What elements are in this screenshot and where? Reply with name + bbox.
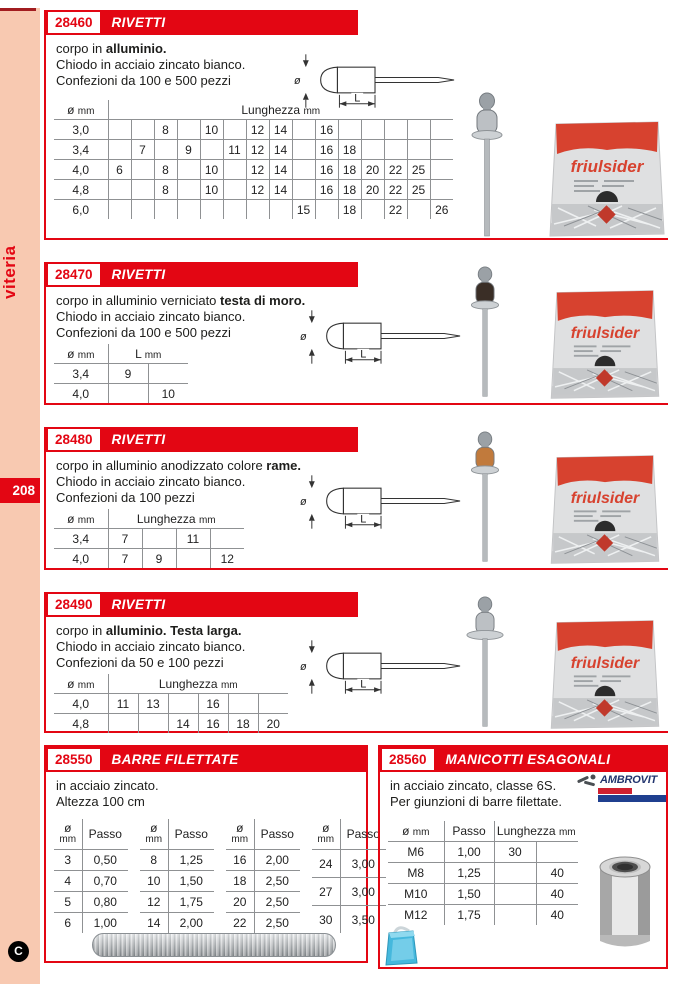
value-cell	[154, 200, 177, 220]
diameter-cell: 4,8	[54, 180, 108, 200]
value-cell	[210, 529, 244, 549]
value-cell: 20	[361, 160, 384, 180]
rivet-product-photo	[466, 266, 504, 405]
rivet-photo-image	[466, 92, 508, 240]
product-code: 28560	[382, 749, 434, 770]
value-cell	[108, 180, 131, 200]
category-vertical-label: viteria	[0, 245, 19, 299]
diameter-cell: 8	[140, 850, 168, 871]
value-cell	[494, 905, 536, 926]
value-cell	[223, 180, 246, 200]
value-cell	[108, 140, 131, 160]
table-row	[312, 878, 386, 906]
col-header-diameter: ø mm	[54, 674, 108, 694]
value-cell	[223, 200, 246, 220]
section-header	[46, 592, 358, 617]
diameter-cell: 27	[312, 878, 340, 906]
col-header-diameter: ø mm	[388, 821, 444, 842]
table-row	[226, 850, 300, 871]
value-cell	[258, 694, 288, 714]
rivets-bag-photo	[544, 100, 670, 245]
value-cell: 3,50	[340, 906, 386, 933]
value-cell: 22	[384, 180, 407, 200]
pitch-table-group-4	[312, 819, 386, 933]
table-row	[54, 200, 453, 220]
value-cell	[407, 200, 430, 220]
section-title: RIVETTI	[111, 597, 166, 612]
value-cell	[108, 714, 138, 734]
value-cell: 16	[198, 694, 228, 714]
product-code: 28480	[48, 429, 100, 450]
value-cell	[292, 160, 315, 180]
value-cell: 12	[246, 180, 269, 200]
col-header-diameter: ø mm	[54, 344, 108, 364]
rivet-technical-drawing	[298, 306, 466, 368]
value-cell: 13	[138, 694, 168, 714]
table-row	[388, 884, 578, 905]
value-cell	[361, 140, 384, 160]
section-title: BARRE FILETTATE	[111, 752, 239, 767]
rivets-bag-photo	[544, 270, 666, 407]
col-header-length: Lunghezza mm	[494, 821, 578, 842]
table-row	[54, 120, 453, 140]
value-cell	[138, 714, 168, 734]
col-header-diameter: ø mm	[54, 100, 108, 120]
value-cell	[177, 160, 200, 180]
col-header-pitch: Passo	[340, 819, 386, 850]
value-cell: 1,25	[444, 863, 494, 884]
product-description: corpo in alluminio. Testa larga. Chiodo in acciaio zincato bianco. Confezioni da 50 e 100 pezzi	[56, 623, 246, 670]
value-cell	[292, 120, 315, 140]
bag-photo-image	[544, 600, 666, 732]
diameter-cell: 3	[54, 850, 82, 871]
diameter-cell: 4,0	[54, 160, 108, 180]
value-cell	[108, 120, 131, 140]
diameter-cell: M8	[388, 863, 444, 884]
value-cell: 1,00	[444, 842, 494, 863]
diameter-cell: 24	[312, 850, 340, 878]
diameter-cell: 3,4	[54, 529, 108, 549]
section-header	[46, 427, 358, 452]
rivet-product-photo	[466, 431, 504, 570]
value-cell: 11	[176, 529, 210, 549]
value-cell	[131, 200, 154, 220]
value-cell	[228, 694, 258, 714]
product-description: corpo in alluminio. Chiodo in acciaio zincato bianco. Confezioni da 100 e 500 pezzi	[56, 41, 246, 88]
value-cell: 1,25	[168, 850, 214, 871]
value-cell	[168, 694, 198, 714]
pitch-table-group-1	[54, 819, 128, 933]
value-cell	[131, 120, 154, 140]
value-cell: 14	[269, 160, 292, 180]
value-cell: 2,50	[254, 913, 300, 934]
section-title: RIVETTI	[111, 267, 166, 282]
product-code: 28460	[48, 12, 100, 33]
table-row	[54, 529, 244, 549]
bag-photo-image	[544, 100, 670, 240]
value-cell	[430, 180, 453, 200]
col-header-diameter: ø mm	[54, 819, 82, 850]
value-cell: 22	[384, 200, 407, 220]
value-cell: 2,00	[254, 850, 300, 871]
value-cell: 18	[338, 140, 361, 160]
product-code: 28550	[48, 749, 100, 770]
value-cell: 0,50	[82, 850, 128, 871]
rivet-product-photo	[466, 596, 504, 735]
value-cell: 3,00	[340, 878, 386, 906]
col-header-diameter: ø mm	[226, 819, 254, 850]
diameter-cell: 3,0	[54, 120, 108, 140]
value-cell: 11	[223, 140, 246, 160]
size-table	[54, 344, 188, 403]
value-cell	[361, 200, 384, 220]
value-cell: 7	[108, 529, 142, 549]
value-cell	[269, 200, 292, 220]
value-cell: 3,00	[340, 850, 386, 878]
value-cell: 40	[536, 884, 578, 905]
value-cell: 40	[536, 863, 578, 884]
value-cell	[148, 364, 188, 384]
value-cell: 10	[200, 160, 223, 180]
diameter-cell: 12	[140, 892, 168, 913]
rivets-bag-photo	[544, 600, 666, 737]
value-cell: 2,50	[254, 892, 300, 913]
diameter-cell: 3,4	[54, 140, 108, 160]
sidebar-top-line	[0, 8, 36, 11]
section-title: RIVETTI	[111, 15, 166, 30]
value-cell: 2,00	[168, 913, 214, 934]
value-cell	[315, 200, 338, 220]
value-cell	[200, 200, 223, 220]
value-cell: 14	[269, 140, 292, 160]
section-28470	[44, 262, 668, 405]
pitch-table-group-2	[140, 819, 214, 933]
col-header-length: Lunghezza mm	[108, 509, 244, 529]
value-cell: 1,50	[444, 884, 494, 905]
section-28490	[44, 592, 668, 733]
rivet-photo-image	[466, 596, 504, 730]
product-code: 28470	[48, 264, 100, 285]
value-cell: 7	[131, 140, 154, 160]
value-cell	[131, 160, 154, 180]
value-cell	[108, 384, 148, 404]
sleeve-size-table	[388, 821, 578, 925]
table-row	[54, 871, 128, 892]
section-28480	[44, 427, 668, 570]
value-cell: 16	[315, 140, 338, 160]
value-cell	[494, 863, 536, 884]
bag-photo-image	[544, 435, 666, 567]
table-row	[226, 871, 300, 892]
value-cell: 12	[246, 120, 269, 140]
section-28460	[44, 10, 668, 240]
value-cell: 12	[246, 140, 269, 160]
value-cell: 22	[384, 160, 407, 180]
value-cell: 9	[108, 364, 148, 384]
value-cell: 14	[269, 180, 292, 200]
diameter-cell: 10	[140, 871, 168, 892]
value-cell: 16	[315, 120, 338, 140]
table-row	[54, 549, 244, 569]
value-cell	[292, 180, 315, 200]
col-header-pitch: Passo	[254, 819, 300, 850]
value-cell	[108, 200, 131, 220]
table-row	[54, 714, 288, 734]
section-header	[380, 747, 666, 772]
value-cell: 14	[269, 120, 292, 140]
table-row	[226, 913, 300, 934]
section-28550	[44, 745, 380, 963]
hex-sleeve-photo	[594, 851, 656, 958]
value-cell: 26	[430, 200, 453, 220]
logo-blue-bar	[598, 795, 666, 802]
value-cell: 1,00	[82, 913, 128, 934]
table-row	[54, 160, 453, 180]
value-cell	[154, 140, 177, 160]
rivet-photo-image	[466, 266, 504, 400]
diameter-cell: 4,0	[54, 384, 108, 404]
value-cell: 18	[338, 180, 361, 200]
product-description: corpo in alluminio anodizzato colore rame. Chiodo in acciaio zincato bianco. Confezioni da 100 pezzi	[56, 458, 301, 505]
diameter-cell: 30	[312, 906, 340, 933]
diameter-cell: 18	[226, 871, 254, 892]
value-cell: 18	[338, 160, 361, 180]
copyright-logo: C	[8, 941, 29, 962]
value-cell	[536, 842, 578, 863]
section-header	[46, 10, 358, 35]
diameter-cell: 6	[54, 913, 82, 934]
value-cell	[430, 160, 453, 180]
value-cell: 1,75	[168, 892, 214, 913]
value-cell	[407, 140, 430, 160]
value-cell: 16	[315, 160, 338, 180]
value-cell	[223, 160, 246, 180]
diameter-cell: 14	[140, 913, 168, 934]
value-cell: 12	[210, 549, 244, 569]
section-title: RIVETTI	[111, 432, 166, 447]
rivets-bag-photo	[544, 435, 666, 572]
table-row	[388, 863, 578, 884]
diameter-cell: M12	[388, 905, 444, 926]
size-table	[54, 509, 244, 568]
value-cell	[246, 200, 269, 220]
col-header-length: Lunghezza mm	[108, 674, 288, 694]
table-row	[140, 892, 214, 913]
value-cell	[177, 180, 200, 200]
value-cell: 10	[200, 120, 223, 140]
col-header-pitch: Passo	[444, 821, 494, 842]
value-cell: 1,50	[168, 871, 214, 892]
product-description: in acciaio zincato, classe 6S. Per giunzioni di barre filettate.	[390, 778, 562, 809]
value-cell: 9	[142, 549, 176, 569]
section-header	[46, 262, 358, 287]
diameter-cell: 6,0	[54, 200, 108, 220]
value-cell: 0,70	[82, 871, 128, 892]
rivet-product-photo	[466, 92, 508, 245]
diameter-cell: 4	[54, 871, 82, 892]
thread-pitch-tables	[54, 819, 386, 933]
table-row	[54, 850, 128, 871]
value-cell: 40	[536, 905, 578, 926]
diameter-cell: M10	[388, 884, 444, 905]
table-row	[54, 384, 188, 404]
table-row	[140, 871, 214, 892]
value-cell	[177, 120, 200, 140]
col-header-diameter: ø mm	[140, 819, 168, 850]
page-number-badge: 208	[0, 478, 40, 503]
diameter-cell: 20	[226, 892, 254, 913]
value-cell: 10	[148, 384, 188, 404]
section-title: MANICOTTI ESAGONALI	[445, 752, 611, 767]
value-cell	[407, 120, 430, 140]
value-cell	[430, 140, 453, 160]
table-row	[140, 913, 214, 934]
col-header-length: L mm	[108, 344, 188, 364]
threaded-rod-photo	[92, 933, 336, 957]
value-cell	[131, 180, 154, 200]
hex-sleeve-image	[594, 851, 656, 953]
col-header-length: Lunghezza mm	[108, 100, 453, 120]
value-cell	[361, 120, 384, 140]
diameter-cell: 3,4	[54, 364, 108, 384]
value-cell: 15	[292, 200, 315, 220]
value-cell: 12	[246, 160, 269, 180]
table-row	[312, 906, 386, 933]
value-cell: 6	[108, 160, 131, 180]
table-row	[54, 694, 288, 714]
value-cell	[223, 120, 246, 140]
table-row	[226, 892, 300, 913]
value-cell: 11	[108, 694, 138, 714]
diameter-cell: 4,0	[54, 549, 108, 569]
diameter-cell: 5	[54, 892, 82, 913]
value-cell	[384, 140, 407, 160]
diameter-cell: 16	[226, 850, 254, 871]
value-cell	[176, 549, 210, 569]
value-cell: 8	[154, 160, 177, 180]
value-cell: 18	[338, 200, 361, 220]
value-cell: 8	[154, 120, 177, 140]
value-cell: 14	[168, 714, 198, 734]
col-header-pitch: Passo	[168, 819, 214, 850]
value-cell	[430, 120, 453, 140]
value-cell	[292, 140, 315, 160]
table-row	[54, 140, 453, 160]
package-box-photo	[384, 921, 420, 972]
brand-name: AMBROVIT	[600, 774, 658, 786]
pitch-table-group-3	[226, 819, 300, 933]
value-cell: 20	[361, 180, 384, 200]
table-row	[312, 850, 386, 878]
table-row	[54, 913, 128, 934]
product-description: corpo in alluminio verniciato testa di moro. Chiodo in acciaio zincato bianco. Confezioni da 100 e 500 pezzi	[56, 293, 306, 340]
value-cell: 25	[407, 180, 430, 200]
col-header-diameter: ø mm	[312, 819, 340, 850]
value-cell	[177, 200, 200, 220]
ambrovit-logo	[576, 773, 668, 802]
value-cell	[200, 140, 223, 160]
rivet-photo-image	[466, 431, 504, 565]
value-cell: 30	[494, 842, 536, 863]
section-28560	[378, 745, 668, 969]
value-cell: 9	[177, 140, 200, 160]
size-table	[54, 100, 453, 219]
table-row	[54, 364, 188, 384]
value-cell: 8	[154, 180, 177, 200]
table-row	[140, 850, 214, 871]
diameter-cell: 22	[226, 913, 254, 934]
table-row	[54, 180, 453, 200]
rivet-technical-drawing	[298, 636, 466, 698]
value-cell: 16	[315, 180, 338, 200]
value-cell: 20	[258, 714, 288, 734]
col-header-diameter: ø mm	[54, 509, 108, 529]
value-cell: 1,75	[444, 905, 494, 926]
value-cell	[338, 120, 361, 140]
product-code: 28490	[48, 594, 100, 615]
value-cell	[142, 529, 176, 549]
diameter-cell: 4,8	[54, 714, 108, 734]
logo-red-bar	[598, 788, 632, 794]
value-cell: 10	[200, 180, 223, 200]
section-header	[46, 747, 366, 772]
value-cell	[494, 884, 536, 905]
product-description: in acciaio zincato. Altezza 100 cm	[56, 778, 159, 809]
value-cell: 0,80	[82, 892, 128, 913]
bag-photo-image	[544, 270, 666, 402]
table-row	[388, 842, 578, 863]
table-row	[54, 892, 128, 913]
package-box-image	[384, 921, 420, 967]
screws-icon	[576, 773, 598, 787]
value-cell: 25	[407, 160, 430, 180]
value-cell: 16	[198, 714, 228, 734]
col-header-pitch: Passo	[82, 819, 128, 850]
size-table	[54, 674, 288, 733]
value-cell: 18	[228, 714, 258, 734]
diameter-cell: M6	[388, 842, 444, 863]
diameter-cell: 4,0	[54, 694, 108, 714]
value-cell	[384, 120, 407, 140]
rivet-technical-drawing	[298, 471, 466, 533]
value-cell: 7	[108, 549, 142, 569]
value-cell: 2,50	[254, 871, 300, 892]
